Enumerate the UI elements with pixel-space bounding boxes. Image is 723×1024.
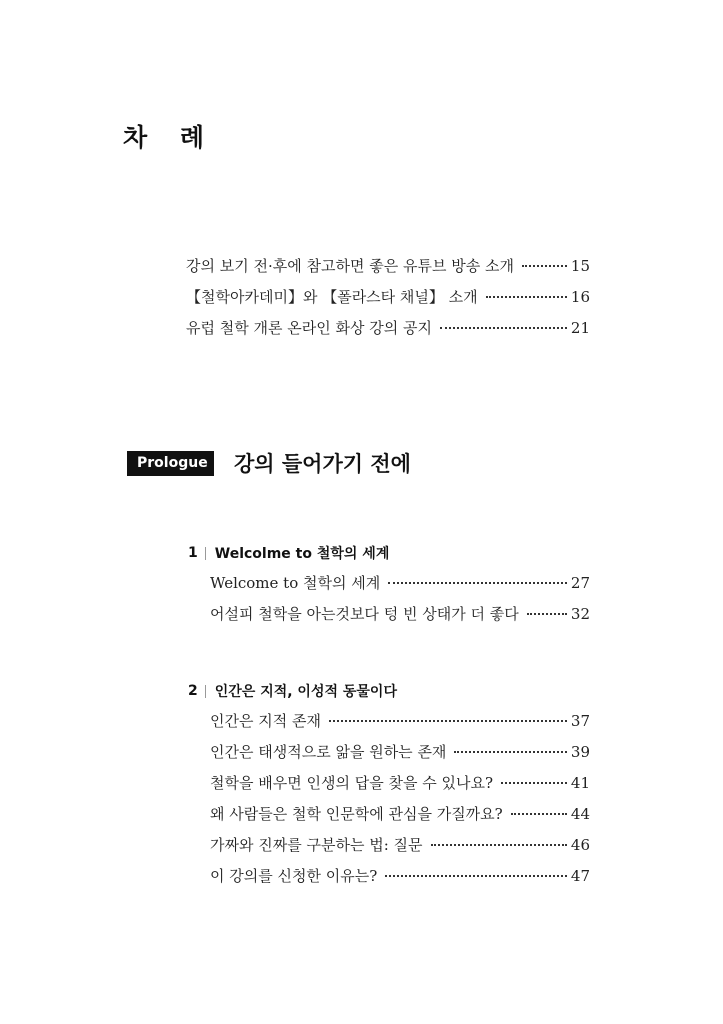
divider — [205, 685, 206, 698]
leader-dots — [522, 264, 567, 267]
chapter-title: 인간은 지적, 이성적 동물이다 — [214, 684, 397, 700]
toc-entry[interactable] — [186, 317, 590, 338]
prologue-badge: Prologue — [127, 451, 214, 476]
leader-dots — [454, 750, 566, 753]
leader-dots — [388, 581, 567, 584]
toc-entry[interactable] — [210, 603, 590, 624]
entry-page: 39 — [570, 743, 590, 761]
entry-title: 어설피 철학을 아는것보다 텅 빈 상태가 더 좋다 — [210, 605, 519, 623]
prologue-heading — [127, 449, 411, 477]
chapter-title: Welcolme to 철학의 세계 — [214, 546, 390, 562]
toc-entry[interactable] — [210, 572, 590, 593]
leader-dots — [527, 612, 567, 615]
toc-entry[interactable] — [186, 286, 590, 307]
toc-entry[interactable] — [210, 803, 590, 824]
entry-title: 유럽 철학 개론 온라인 화상 강의 공지 — [186, 319, 432, 337]
entry-page: 15 — [570, 257, 590, 275]
entry-title: 이 강의를 신청한 이유는? — [210, 867, 378, 885]
toc-entry[interactable] — [210, 772, 590, 793]
entry-title: 철학을 배우면 인생의 답을 찾을 수 있나요? — [210, 774, 493, 792]
entry-title: 강의 보기 전·후에 참고하면 좋은 유튜브 방송 소개 — [186, 257, 514, 275]
entry-page: 37 — [570, 712, 590, 730]
toc-entry[interactable] — [210, 865, 590, 886]
chapter-number: 2 — [188, 683, 198, 699]
entry-title: 【철학아카데미】와 【폴라스타 채널】 소개 — [186, 288, 478, 306]
toc-entry[interactable] — [210, 834, 590, 855]
chapter-number: 1 — [188, 545, 198, 561]
entry-page: 44 — [570, 805, 590, 823]
toc-entry[interactable] — [186, 255, 590, 276]
chapter-heading[interactable] — [188, 543, 389, 563]
entry-page: 41 — [570, 774, 590, 792]
chapter-heading[interactable] — [188, 681, 397, 701]
leader-dots — [329, 719, 567, 722]
leader-dots — [440, 326, 567, 329]
entry-page: 46 — [570, 836, 590, 854]
leader-dots — [511, 812, 567, 815]
leader-dots — [431, 843, 567, 846]
toc-title: 차 례 — [123, 123, 217, 152]
entry-title: 가짜와 진짜를 구분하는 법: 질문 — [210, 836, 423, 854]
prologue-title[interactable]: 강의 들어가기 전에 — [234, 452, 411, 476]
leader-dots — [385, 874, 567, 877]
entry-title: 인간은 태생적으로 앎을 원하는 존재 — [210, 743, 447, 761]
leader-dots — [486, 295, 567, 298]
entry-page: 21 — [570, 319, 590, 337]
entry-page: 27 — [570, 574, 590, 592]
entry-title: 왜 사람들은 철학 인문학에 관심을 가질까요? — [210, 805, 503, 823]
toc-entry[interactable] — [210, 710, 590, 731]
entry-page: 32 — [570, 605, 590, 623]
leader-dots — [501, 781, 567, 784]
entry-title: 인간은 지적 존재 — [210, 712, 321, 730]
divider — [205, 547, 206, 560]
toc-entry[interactable] — [210, 741, 590, 762]
entry-page: 16 — [570, 288, 590, 306]
entry-page: 47 — [570, 867, 590, 885]
entry-title: Welcome to 철학의 세계 — [210, 574, 381, 592]
